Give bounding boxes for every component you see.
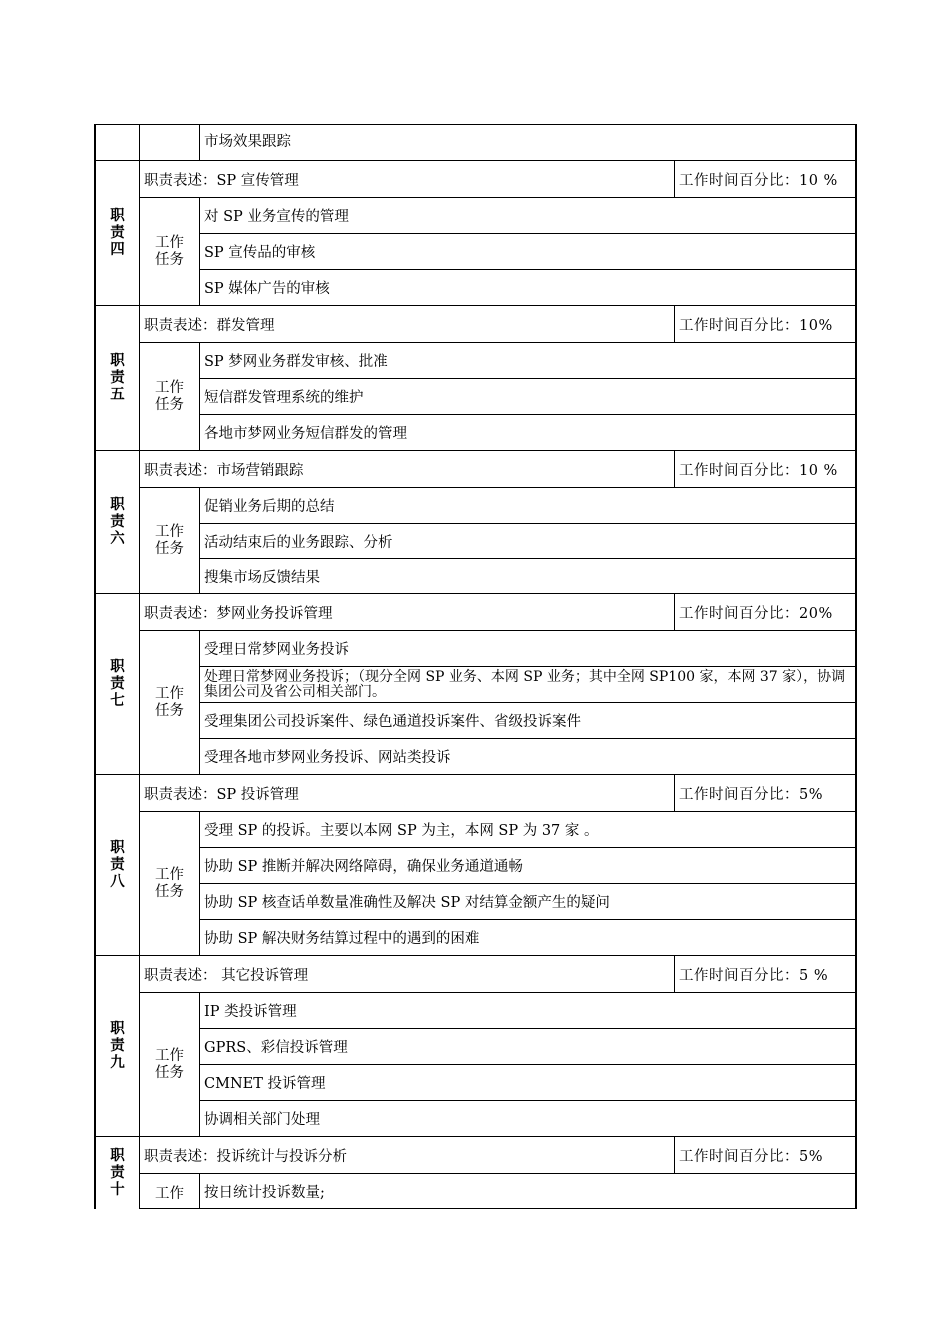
work-task-label: 工作任务 bbox=[140, 812, 200, 955]
work-task-label: 工作任务 bbox=[140, 631, 200, 774]
duty-description-row bbox=[140, 451, 857, 488]
duty-label: 职责五 bbox=[94, 306, 140, 451]
duty-description-row bbox=[140, 594, 857, 631]
duty-description: 职责表述： 其它投诉管理 bbox=[140, 956, 675, 992]
task-item: 处理日常梦网业务投诉；（现分全网 SP 业务、本网 SP 业务；其中全网 SP100 家，本网 37 家），协调集团公司及省公司相关部门。 bbox=[200, 667, 855, 703]
duty-description: 职责表述：梦网业务投诉管理 bbox=[140, 594, 675, 630]
task-item: 协助 SP 推断并解决网络障碍，确保业务通道通畅 bbox=[200, 848, 855, 884]
duty-block-5 bbox=[94, 306, 857, 451]
continued-task-row bbox=[94, 124, 857, 161]
duty-description-row bbox=[140, 161, 857, 198]
task-area bbox=[140, 631, 857, 775]
duty-description: 职责表述：市场营销跟踪 bbox=[140, 451, 675, 487]
task-item: 受理日常梦网业务投诉 bbox=[200, 631, 855, 667]
duty-description-row bbox=[140, 775, 857, 812]
task-item: 短信群发管理系统的维护 bbox=[200, 379, 855, 415]
duty-label: 职责九 bbox=[94, 956, 140, 1137]
duty-label: 职责七 bbox=[94, 594, 140, 775]
task-item: GPRS、彩信投诉管理 bbox=[200, 1029, 855, 1065]
task-area bbox=[140, 1174, 857, 1209]
work-time-percentage: 工作时间百分比：5% bbox=[675, 775, 857, 811]
work-task-label: 工作任务 bbox=[140, 993, 200, 1136]
work-task-label: 工作任务 bbox=[140, 198, 200, 305]
work-task-label: 工作 bbox=[140, 1174, 200, 1208]
task-area bbox=[140, 812, 857, 956]
duty-block-10 bbox=[94, 1137, 857, 1209]
task-item: 协助 SP 解决财务结算过程中的遇到的困难 bbox=[204, 931, 480, 947]
task-cell: 市场效果跟踪 bbox=[200, 124, 857, 160]
task-item: 受理集团公司投诉案件、绿色通道投诉案件、省级投诉案件 bbox=[200, 703, 855, 739]
duty-block-8 bbox=[94, 775, 857, 956]
task-area bbox=[140, 993, 857, 1137]
task-item: SP 梦网业务群发审核、批准 bbox=[200, 343, 855, 379]
duty-block-7 bbox=[94, 594, 857, 775]
duty-description-row bbox=[140, 1137, 857, 1174]
task-item: 搜集市场反馈结果 bbox=[204, 569, 320, 586]
work-task-label: 工作任务 bbox=[140, 343, 200, 450]
task-item: IP 类投诉管理 bbox=[200, 993, 855, 1029]
duty-label: 职责六 bbox=[94, 451, 140, 594]
duty-description: 职责表述：投诉统计与投诉分析 bbox=[140, 1137, 675, 1173]
work-time-percentage: 工作时间百分比：10 % bbox=[675, 451, 857, 487]
work-task-label: 工作任务 bbox=[140, 488, 200, 593]
task-item: 受理各地市梦网业务投诉、网站类投诉 bbox=[204, 750, 451, 766]
empty-work-cell bbox=[140, 124, 200, 160]
empty-label-cell bbox=[94, 124, 140, 160]
task-item: CMNET 投诉管理 bbox=[200, 1065, 855, 1101]
duty-description: 职责表述：SP 宣传管理 bbox=[140, 161, 675, 197]
task-area bbox=[140, 488, 857, 594]
task-item: 协助 SP 核查话单数量准确性及解决 SP 对结算金额产生的疑问 bbox=[200, 884, 855, 920]
duty-block-6 bbox=[94, 451, 857, 594]
duty-block-4 bbox=[94, 161, 857, 306]
task-item: 促销业务后期的总结 bbox=[200, 488, 855, 524]
duty-description-row bbox=[140, 306, 857, 343]
task-item: 对 SP 业务宣传的管理 bbox=[200, 198, 855, 234]
task-item: SP 媒体广告的审核 bbox=[204, 281, 330, 297]
task-item: 按日统计投诉数量; bbox=[204, 1184, 325, 1201]
duty-description: 职责表述：群发管理 bbox=[140, 306, 675, 342]
duty-description-row bbox=[140, 956, 857, 993]
duty-block-9 bbox=[94, 956, 857, 1137]
work-time-percentage: 工作时间百分比：5% bbox=[675, 1137, 857, 1173]
work-time-percentage: 工作时间百分比：20% bbox=[675, 594, 857, 630]
task-area bbox=[140, 198, 857, 306]
task-item: 受理 SP 的投诉。主要以本网 SP 为主，本网 SP 为 37 家 。 bbox=[200, 812, 855, 848]
task-item: 各地市梦网业务短信群发的管理 bbox=[204, 426, 407, 442]
duty-label: 职责四 bbox=[94, 161, 140, 306]
task-item: 活动结束后的业务跟踪、分析 bbox=[200, 524, 855, 559]
work-time-percentage: 工作时间百分比：10% bbox=[675, 306, 857, 342]
task-item: SP 宣传品的审核 bbox=[200, 234, 855, 270]
duty-description: 职责表述：SP 投诉管理 bbox=[140, 775, 675, 811]
work-time-percentage: 工作时间百分比：10 % bbox=[675, 161, 857, 197]
task-area bbox=[140, 343, 857, 451]
work-time-percentage: 工作时间百分比：5 % bbox=[675, 956, 857, 992]
duty-label: 职责十 bbox=[94, 1137, 140, 1209]
duty-table bbox=[94, 124, 857, 1209]
duty-label: 职责八 bbox=[94, 775, 140, 956]
task-item: 协调相关部门处理 bbox=[204, 1112, 320, 1128]
